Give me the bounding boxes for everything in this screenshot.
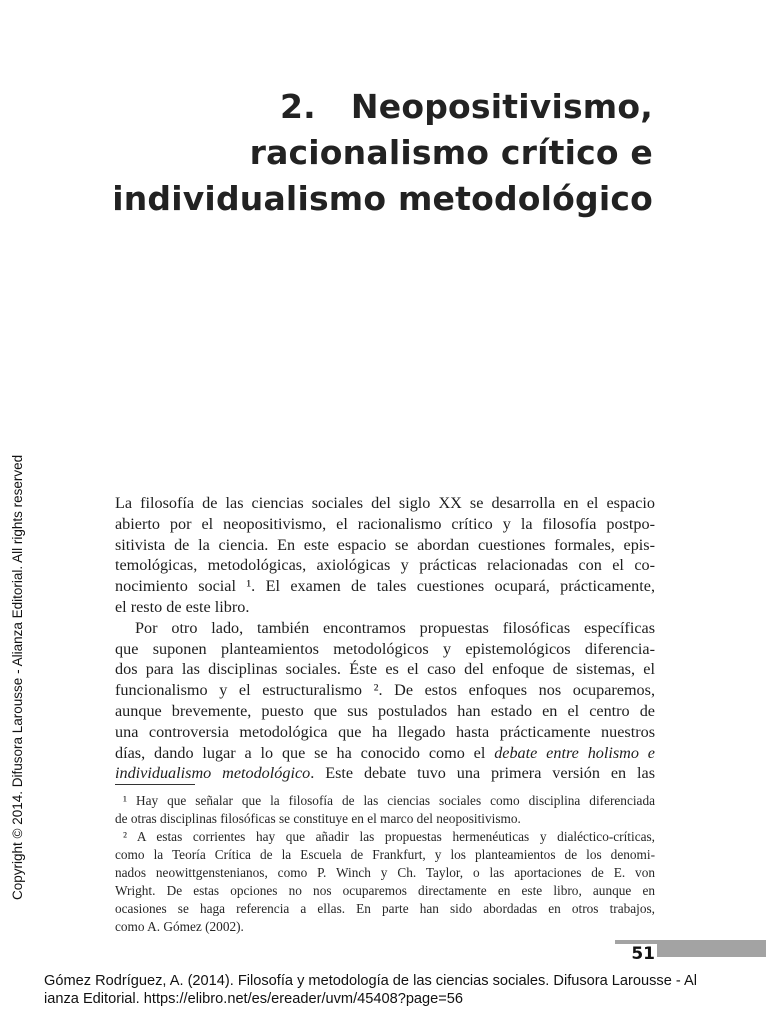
- footnote-line: ¹ Hay que señalar que la filosofía de las ciencias sociales como disciplina diferenciada: [123, 793, 655, 808]
- citation-line: Gómez Rodríguez, A. (2014). Filosofía y metodología de las ciencias sociales. Difusora Larousse - Al: [44, 973, 697, 989]
- body-line: sitivista de la ciencia. En este espacio se abordan cuestiones formales, epis-: [115, 535, 655, 554]
- body-line: nocimiento social ¹. El examen de tales cuestiones ocupará, prácticamente,: [115, 577, 655, 596]
- italic-term: individualismo metodológico: [115, 764, 311, 783]
- footnote-line: Wright. De estas opciones no nos ocuparemos directamente en este libro, aunque en: [115, 883, 655, 898]
- body-line: La filosofía de las ciencias sociales del siglo XX se desarrolla en el espacio: [115, 494, 655, 512]
- body-text-run: días, dando lugar a lo que se ha conocido como el: [115, 743, 495, 762]
- footnote-line: ² A estas corrientes hay que añadir las propuestas hermenéuticas y dialéctico-críticas,: [123, 829, 655, 844]
- footnote-line: de otras disciplinas filosóficas se constituye en el marco del neopositivismo.: [115, 811, 521, 826]
- body-line: temológicas, metodológicas, axiológicas y prácticas relacionadas con el co-: [115, 556, 655, 575]
- body-line: que suponen planteamientos metodológicos y epistemológicos diferencia-: [115, 639, 655, 658]
- chapter-title-line: 2. Neopositivismo,: [279, 87, 653, 126]
- footnote-line: como la Teoría Crítica de la Escuela de Frankfurt, y los planteamientos de los denomi-: [115, 847, 655, 862]
- body-line: abierto por el neopositivismo, el racionalismo crítico y la filosofía postpo-: [115, 514, 655, 533]
- footnote-divider: [115, 784, 195, 785]
- body-line: [115, 763, 655, 784]
- footnote-line: como A. Gómez (2002).: [115, 919, 244, 934]
- side-copyright-notice: Copyright © 2014. Difusora Larousse - Alianza Editorial. All rights reserved: [10, 454, 25, 900]
- citation-line: ianza Editorial. https://elibro.net/es/ereader/uvm/45408?page=56: [44, 991, 464, 1007]
- chapter-title: [93, 84, 653, 222]
- page-number: 51: [615, 944, 657, 964]
- italic-term: debate entre holismo e: [494, 743, 655, 762]
- chapter-title-line: individualismo metodológico: [112, 179, 653, 218]
- body-line: dos para las disciplinas sociales. Éste es el caso del enfoque de sistemas, el: [115, 660, 655, 679]
- footnote-line: ocasiones se haga referencia a ellas. En parte han sido abordadas en otros trabajos,: [115, 901, 655, 916]
- body-line: el resto de este libro.: [115, 597, 250, 616]
- body-line: aunque brevemente, puesto que sus postulados han estado en el centro de: [115, 701, 655, 720]
- body-line: una controversia metodológica que ha llegado hasta prácticamente nuestros: [115, 722, 655, 741]
- body-text-run: . Este debate tuvo una primera versión en las: [310, 764, 655, 783]
- body-line: [115, 743, 655, 764]
- footnotes: [115, 792, 655, 936]
- chapter-title-line: racionalismo crítico e: [249, 133, 653, 172]
- body-line: funcionalismo y el estructuralismo ². De estos enfoques nos ocuparemos,: [115, 681, 655, 700]
- body-text: [115, 493, 655, 784]
- citation-footer: [44, 972, 764, 1008]
- body-line: Por otro lado, también encontramos propuestas filosóficas específicas: [135, 618, 655, 637]
- footnote-line: nados neowittgenstenianos, como P. Winch y Ch. Taylor, o las aportaciones de E. von: [115, 865, 655, 880]
